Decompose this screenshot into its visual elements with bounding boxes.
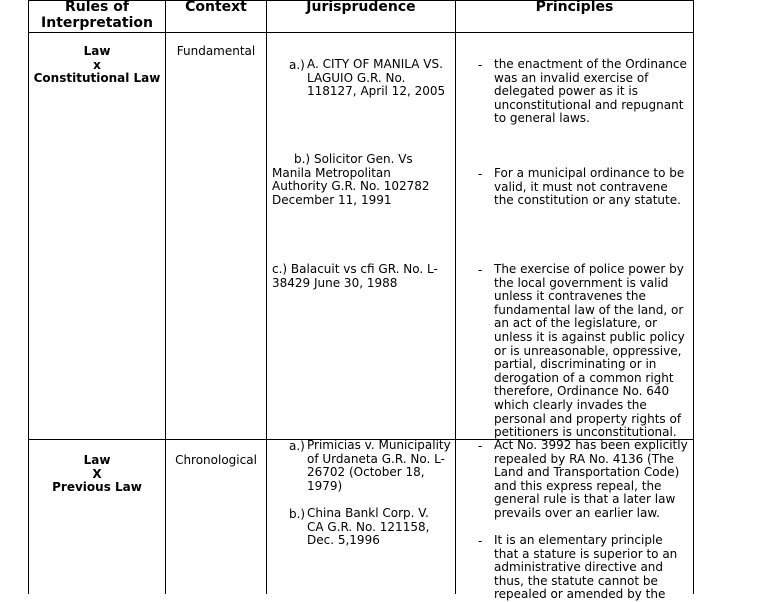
rule-line: Constitutional Law [33,71,161,86]
case-marker: b.) [289,507,306,521]
rule-line: X [92,466,102,481]
column-divider-3 [455,0,456,594]
case-citation: Primicias v. Municipality of Urdaneta G.R. No. L-26702 (October 18, 1979) [307,438,451,493]
principle-text: For a municipal ordinance to be valid, it must not contravene the constitution or any statute. [494,166,685,208]
rule-law-vs-constitutional-law [29,45,165,86]
header-rules-of-interpretation: Rules of Interpretation [41,0,153,31]
principle-text: It is an elementary principle that a stature is superior to an administrative directive and thus, the statute cannot be repealed or amended by the [494,533,678,602]
rule-line: Law [83,44,111,58]
principle-text: The exercise of police power by the local government is valid unless it contravenes the fundamental law of the land, or an act of the legislature, or unless it is against public policy or is unreasonable, oppressive, partial, discriminating or in derogation of a common right therefore, Ordinance No. 640 which clearly invades the personal and property rights of petitioners is unconstitutional. [494,262,685,440]
case-marker: b.) [294,152,311,166]
table-border-right [693,0,694,594]
header-row-divider [28,32,694,33]
case-marker: c.) [272,262,288,276]
header-jurisprudence: Jurisprudence [306,0,416,15]
bullet-dash: - [478,167,483,181]
case-citation: China Bankl Corp. V. CA G.R. No. 121158, Dec. 5,1996 [307,506,430,548]
case-marker: a.) [289,58,305,72]
case-marker: a.) [289,439,305,453]
context-chronological: Chronological [175,453,257,467]
rule-law-vs-previous-law [29,454,165,495]
bullet-dash: - [478,263,483,277]
principle-text: Act No. 3992 has been explicitly repealed by RA No. 4136 (The Land and Transportation Code) and this express repeal, the general rule is that a later law prevails over an earlier law. [494,438,688,520]
case-citation: A. CITY OF MANILA VS. LAGUIO G.R. No. 118127, April 12, 2005 [307,57,446,99]
context-fundamental: Fundamental [176,44,256,58]
header-principles: Principles [535,0,614,15]
bullet-dash: - [478,58,483,72]
bullet-dash: - [478,439,483,453]
case-citation: Balacuit vs cfi GR. No. L-38429 June 30, 1988 [272,262,438,290]
column-divider-2 [266,0,267,594]
case-citation: Solicitor Gen. Vs Manila Metropolitan Authority G.R. No. 102782 December 11, 1991 [272,152,430,207]
case-citation-c [272,263,448,290]
column-divider-1 [165,0,166,594]
rule-line: Law [83,453,111,467]
table-border-left [28,0,29,594]
principle-text: the enactment of the Ordinance was an invalid exercise of delegated power as it is unconstitutional and repugnant to general laws. [494,57,687,126]
rule-line: Previous Law [52,480,142,495]
header-context: Context [185,0,247,15]
bullet-dash: - [478,534,483,548]
case-citation-b [272,153,450,207]
rule-line: x [93,57,101,72]
